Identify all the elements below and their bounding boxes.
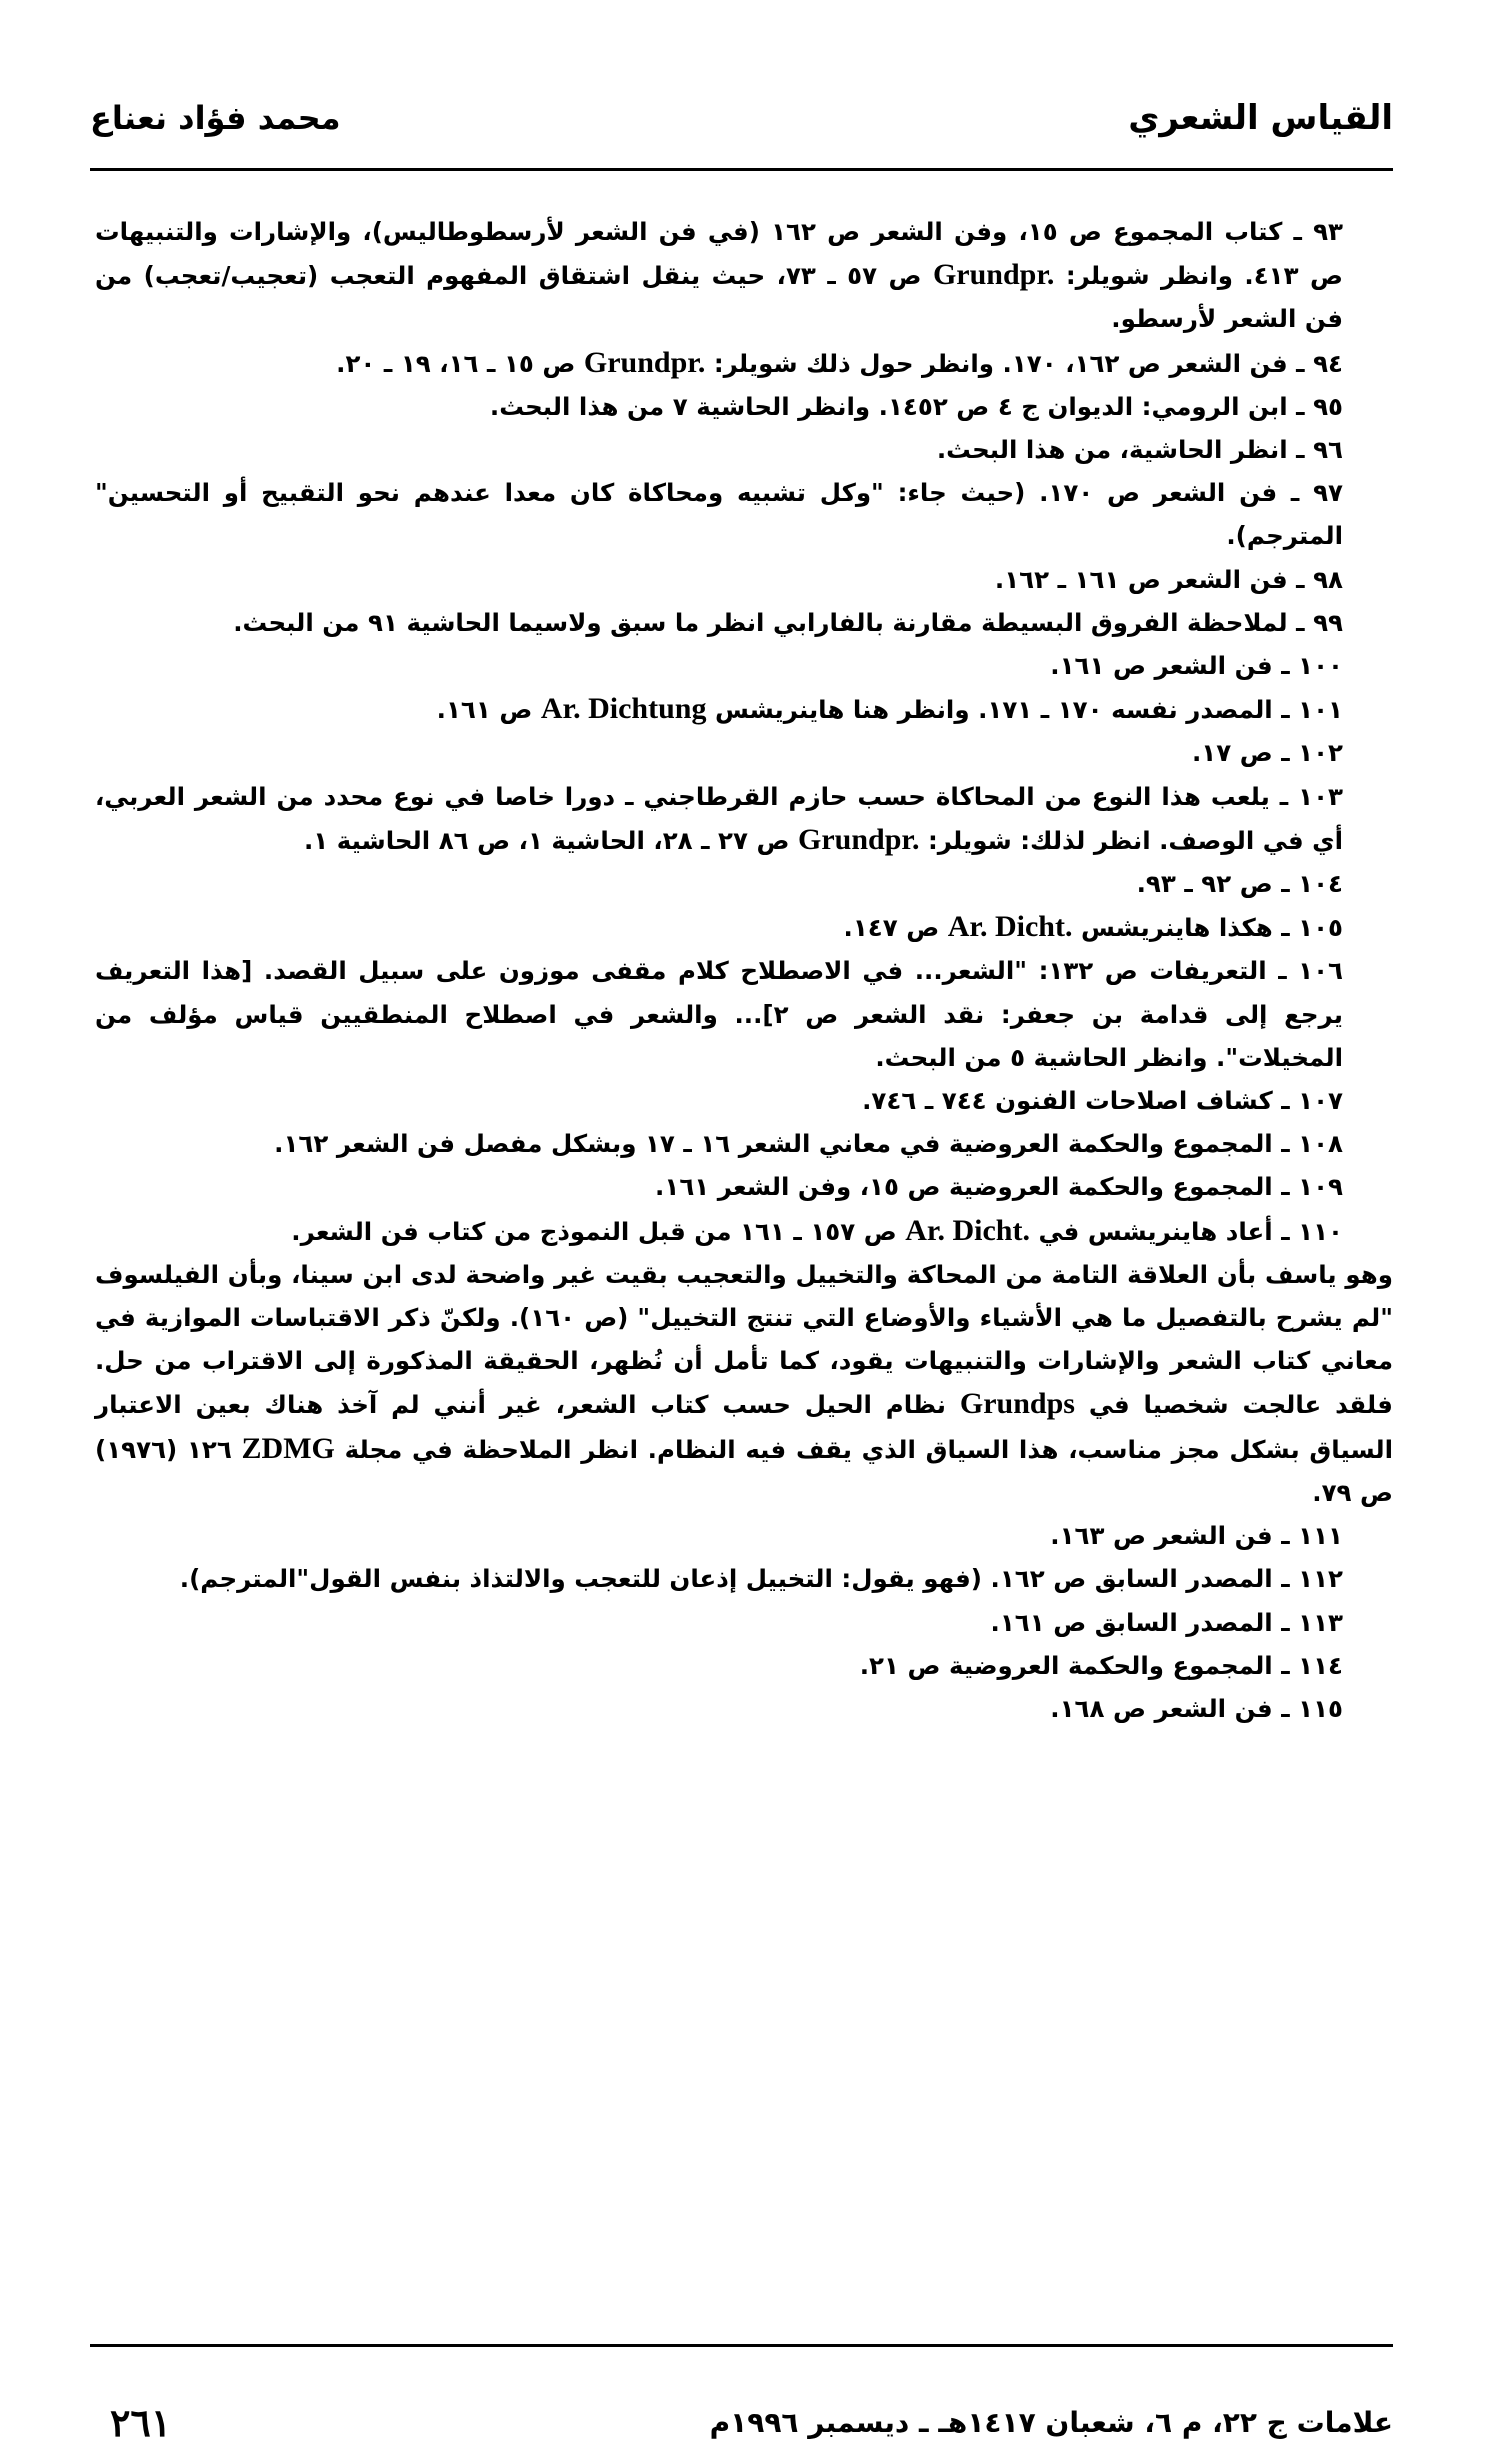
latin-reference: Ar. Dicht. xyxy=(947,910,1073,944)
endnote-text: ١١٤ ـ المجموع والحكمة العروضية ص ٢١. xyxy=(859,1650,1343,1680)
endnote-text: ١١٥ ـ فن الشعر ص ١٦٨. xyxy=(1050,1693,1343,1723)
endnote xyxy=(95,385,1393,428)
endnote xyxy=(95,471,1393,557)
endnote-text: ١٠٣ ـ يلعب هذا النوع من المحاكاة حسب حازم القرطاجني ـ دورا خاصا في نوع محدد من الشعر العربي، أي في الوصف. انظر لذلك: شويلر: xyxy=(95,781,1343,855)
endnote-text: ١١٣ ـ المصدر السابق ص ١٦١. xyxy=(990,1607,1343,1637)
endnote xyxy=(95,775,1393,862)
endnote-text: ١١٠ ـ أعاد هاينريشس في xyxy=(1029,1216,1343,1246)
latin-reference: Grundpr. xyxy=(583,345,706,379)
endnote xyxy=(95,1601,1393,1644)
endnote-text: ١١٢ ـ المصدر السابق ص ١٦٢. (فهو يقول: التخييل إذعان للتعجب والالتذاذ بنفس القول"المترجم). xyxy=(179,1564,1343,1594)
latin-reference: ZDMG xyxy=(241,1431,335,1465)
endnote-text: ٩٧ ـ فن الشعر ص ١٧٠. (حيث جاء: "وكل تشبيه ومحاكاة كان معدا عندهم نحو التقبيح أو التحسين" المترجم). xyxy=(95,478,1343,551)
endnote xyxy=(95,1514,1393,1557)
endnote-text: ١٠٤ ـ ص ٩٢ ـ ٩٣. xyxy=(1136,869,1343,899)
endnote xyxy=(95,1079,1393,1122)
endnote-text: نظام الحيل حسب كتاب الشعر، غير أنني لم آخذ هناك بعين الاعتبار السياق بشكل مجز مناسب، هذا السياق الذي يقف فيه النظام. انظر الملاحظة في مجلة xyxy=(95,1390,1393,1464)
endnote-text: ص ٢٧ ـ ٢٨، الحاشية ١، ص ٨٦ الحاشية ١. xyxy=(303,825,798,855)
endnote xyxy=(95,341,1393,385)
endnote-text: ص ١٥٧ ـ ١٦١ من قبل النموذج من كتاب فن الشعر. xyxy=(291,1216,906,1246)
endnote-text: ١٠٠ ـ فن الشعر ص ١٦١. xyxy=(1050,651,1343,681)
endnote-text: ١١١ ـ فن الشعر ص ١٦٣. xyxy=(1050,1521,1343,1551)
endnote-text: وهو ياسف بأن العلاقة التامة من المحاكة والتخييل والتعجيب بقيت غير واضحة لدى ابن سينا، وبأن الفيلسوف "لم يشرح بالتفصيل ما هي الأشياء والأوضاع التي تنتج التخييل" (ص ١٦٠). ولكنّ ذكر الاقتباسات الموازية في معاني كتاب الشعر والإشارات والتنبيهات يقود، كما تأمل أن نُظهر، الحقيقة المذكورة إلى الاقتراب من حل. فلقد عالجت شخصيا في xyxy=(95,1259,1394,1420)
endnote-text: ١٠٢ ـ ص ١٧. xyxy=(1191,738,1343,768)
latin-reference: Grundpr. xyxy=(798,822,920,856)
running-header xyxy=(90,88,1393,148)
endnote xyxy=(95,1557,1393,1600)
endnote xyxy=(95,862,1393,905)
endnote xyxy=(95,601,1393,644)
running-title: القياس الشعري xyxy=(1128,98,1393,138)
endnote-text: ٩٦ ـ انظر الحاشية، من هذا البحث. xyxy=(936,435,1343,465)
endnote-text: ص ٥٧ ـ ٧٣، حيث ينقل اشتقاق المفهوم التعجب (تعجيب/تعجب) من فن الشعر لأرسطو. xyxy=(95,261,1343,334)
latin-reference: Ar. Dichtung xyxy=(540,692,707,726)
endnote xyxy=(95,558,1393,601)
endnote-text: ص ١٦١. xyxy=(436,695,541,725)
endnote-text: ص ١٥ ـ ١٦، ١٩ ـ ٢٠. xyxy=(336,348,584,378)
endnote xyxy=(95,949,1393,1079)
endnote-text: ٩٨ ـ فن الشعر ص ١٦١ ـ ١٦٢. xyxy=(994,564,1343,594)
endnote-text: ٩٩ ـ لملاحظة الفروق البسيطة مقارنة بالفارابي انظر ما سبق ولاسيما الحاشية ٩١ من البحث. xyxy=(233,607,1343,637)
endnote-text: ٩٤ ـ فن الشعر ص ١٦٢، ١٧٠. وانظر حول ذلك شويلر: xyxy=(705,348,1343,378)
page-number: ٢٦١ xyxy=(110,2399,172,2445)
endnote-text: ١٢٦ (١٩٧٦) ص ٧٩. xyxy=(95,1434,1393,1507)
journal-citation: علامات ج ٢٢، م ٦، شعبان ١٤١٧هـ ـ ديسمبر ١٩٩٦م xyxy=(709,2405,1393,2439)
endnote xyxy=(95,1687,1393,1730)
endnote xyxy=(95,1165,1393,1208)
endnote xyxy=(95,731,1393,774)
endnote-text: ١٠٥ ـ هكذا هاينريشس xyxy=(1072,913,1343,943)
endnote-text: ٩٥ ـ ابن الرومي: الديوان ج ٤ ص ١٤٥٢. وانظر الحاشية ٧ من هذا البحث. xyxy=(489,391,1343,421)
header-rule xyxy=(90,168,1393,171)
running-author: محمد فؤاد نعناع xyxy=(90,99,341,137)
endnote xyxy=(95,1209,1393,1253)
endnote-text: ١٠٨ ـ المجموع والحكمة العروضية في معاني الشعر ١٦ ـ ١٧ وبشكل مفصل فن الشعر ١٦٢. xyxy=(274,1129,1343,1159)
endnote xyxy=(95,905,1393,949)
endnote xyxy=(95,1253,1393,1514)
latin-reference: Grundps xyxy=(959,1387,1075,1421)
page-footer xyxy=(110,2392,1393,2452)
endnote-text: ١٠٧ ـ كشاف اصلاحات الفنون ٧٤٤ ـ ٧٤٦. xyxy=(862,1086,1343,1116)
endnote xyxy=(95,1644,1393,1687)
endnote xyxy=(95,1122,1393,1165)
endnote xyxy=(95,687,1393,731)
endnote-text: ص ١٤٧. xyxy=(843,913,948,943)
endnote xyxy=(95,210,1393,341)
latin-reference: Ar. Dicht. xyxy=(905,1213,1030,1247)
endnote-text: ٩٣ ـ كتاب المجموع ص ١٥، وفن الشعر ص ١٦٢ (في فن الشعر لأرسطوطاليس)، والإشارات والتنبيهات ص ٤١٣. وانظر شويلر: xyxy=(95,217,1344,291)
endnotes-list xyxy=(95,210,1393,1730)
footer-rule xyxy=(90,2344,1393,2347)
latin-reference: Grundpr. xyxy=(932,258,1055,292)
endnote-text: ١٠٦ ـ التعريفات ص ١٣٢: "الشعر... في الاصطلاح كلام مقفى موزون على سبيل القصد. [هذا التعريف يرجع إلى قدامة بن جعفر: نقد الشعر ص ٢]... والشعر في اصطلاح المنطقيين قياس مؤلف من المخيلات". وانظر الحاشية ٥ من البحث. xyxy=(95,956,1343,1072)
endnote xyxy=(95,644,1393,687)
endnote-text: ١٠١ ـ المصدر نفسه ١٧٠ ـ ١٧١. وانظر هنا هاينريشس xyxy=(706,695,1343,725)
endnote-text: ١٠٩ ـ المجموع والحكمة العروضية ص ١٥، وفن الشعر ١٦١. xyxy=(655,1172,1343,1202)
endnote xyxy=(95,428,1393,471)
